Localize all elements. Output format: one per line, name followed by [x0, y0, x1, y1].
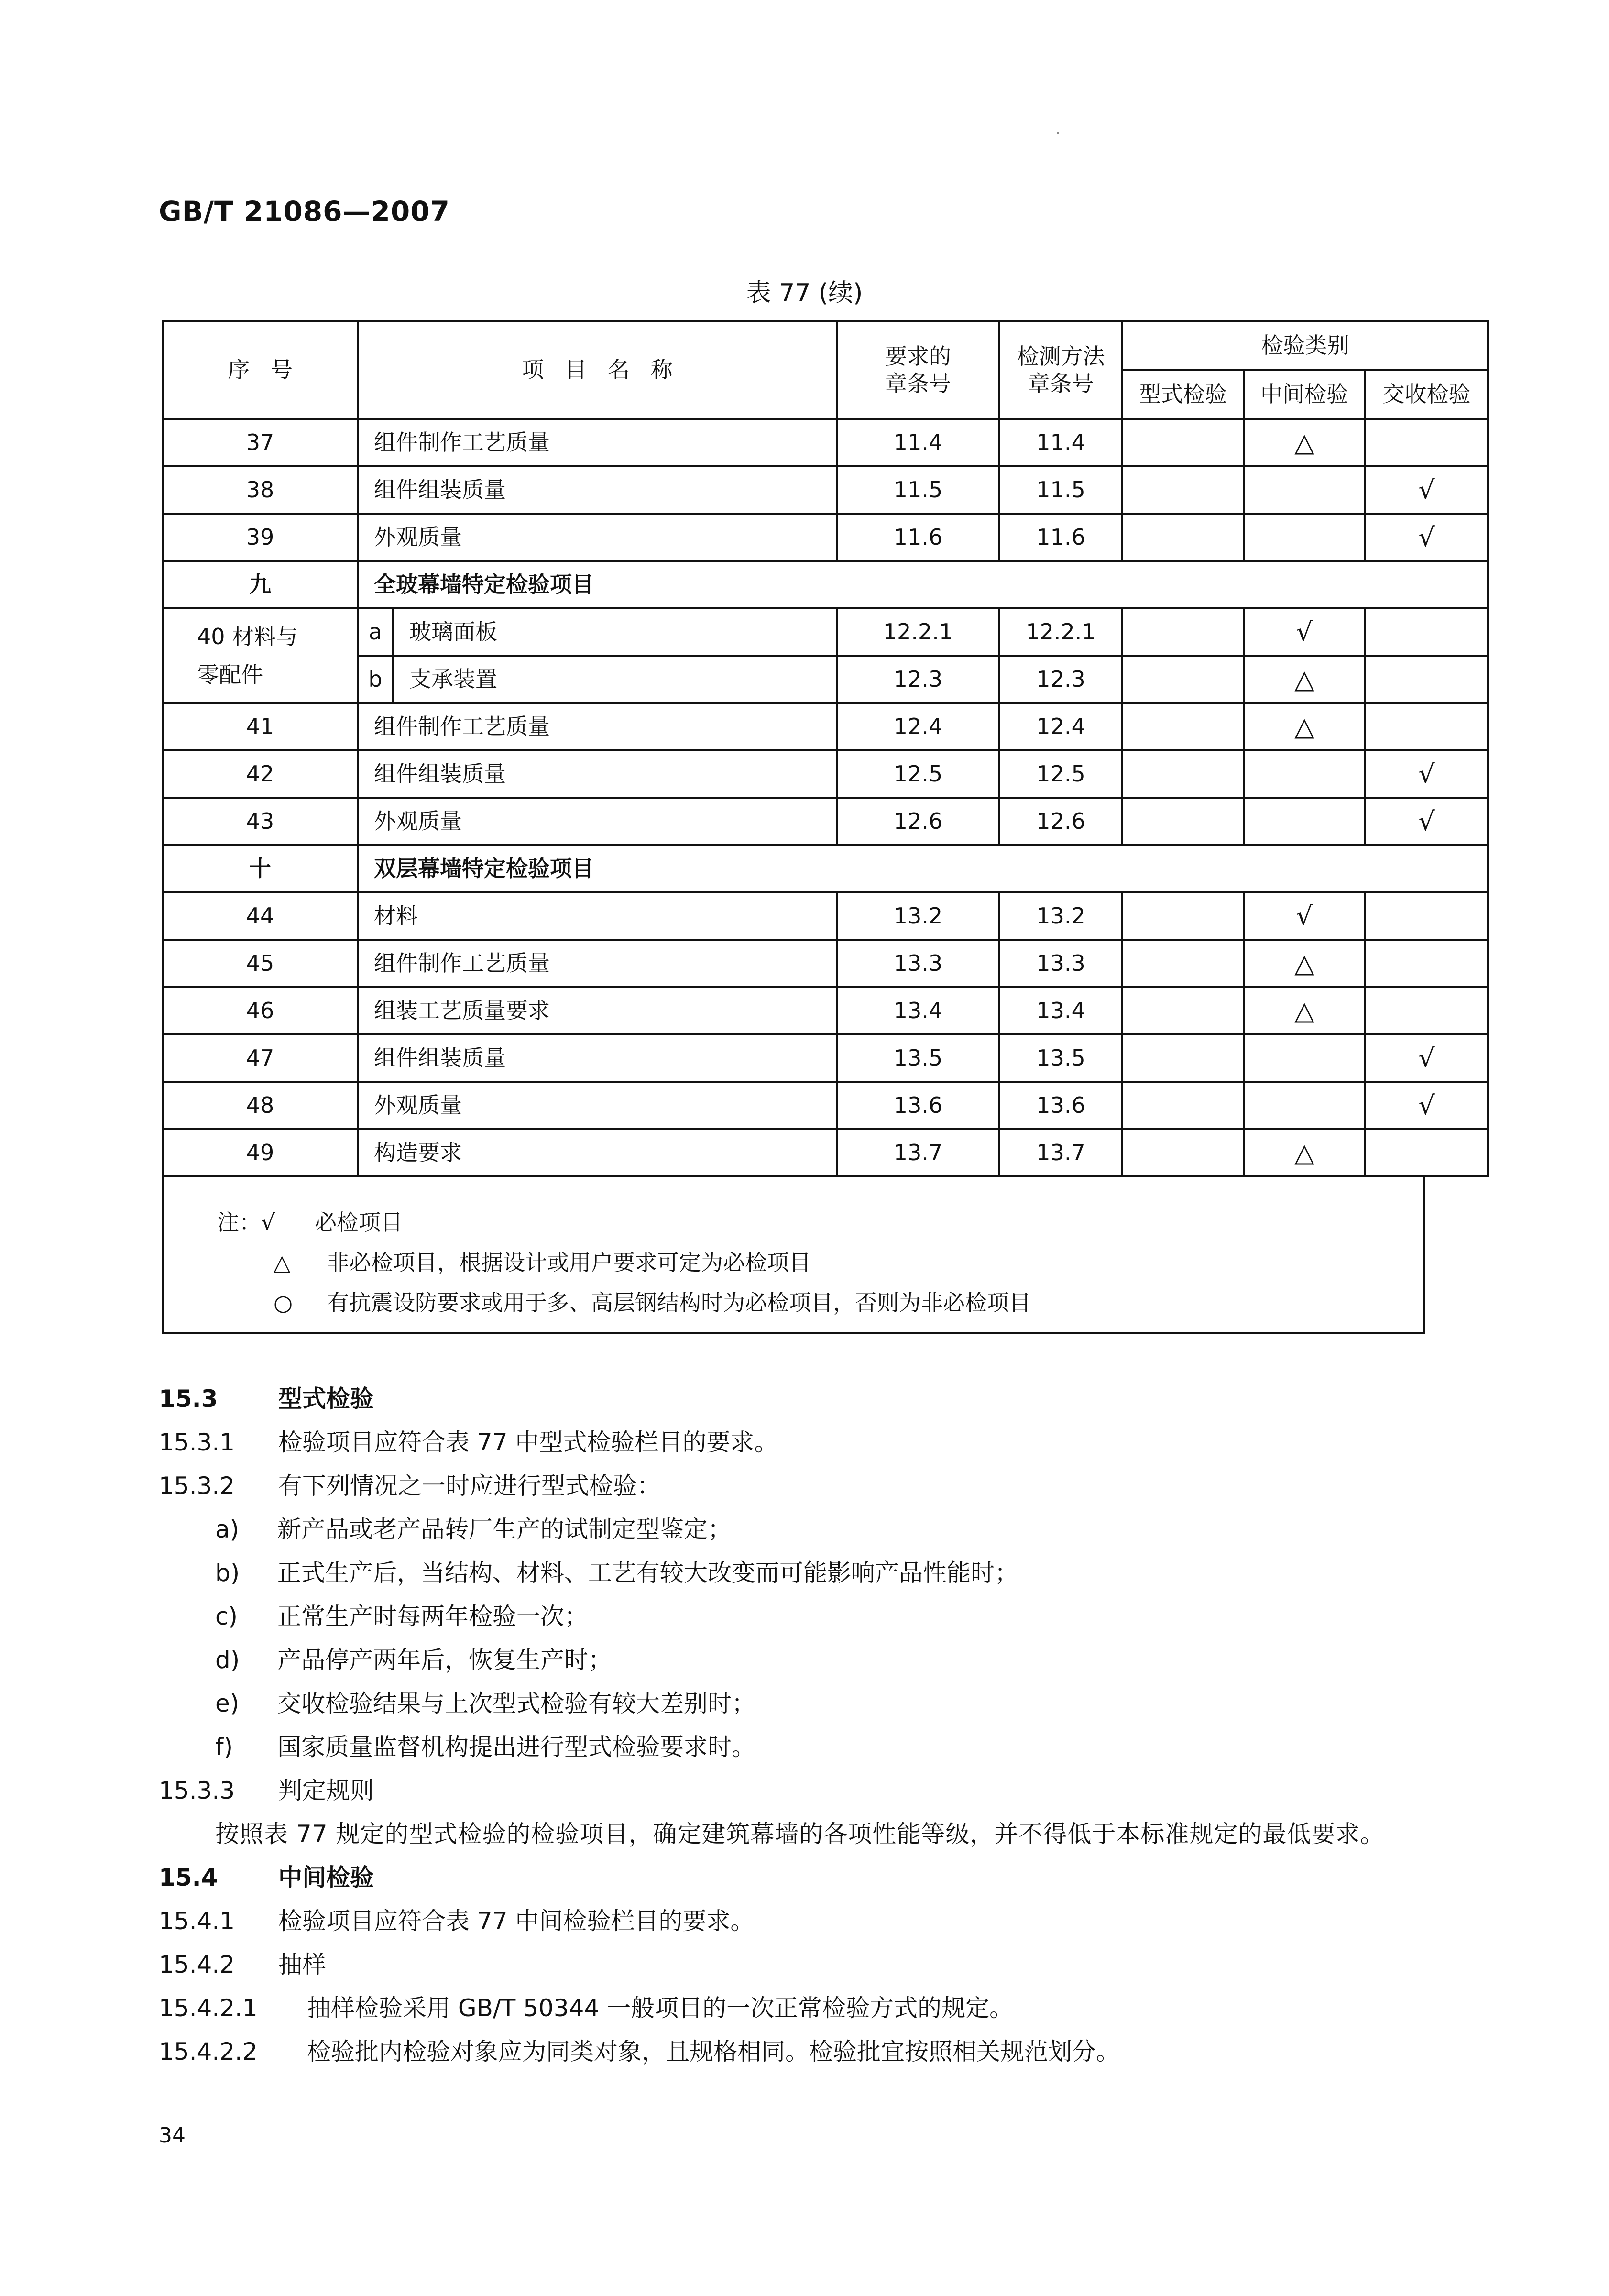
- table-row: 39 外观质量 11.6 11.6 √: [163, 514, 1488, 561]
- header-mid-test: 中间检验: [1244, 370, 1365, 419]
- clause: 15.3.1 检验项目应符合表 77 中型式检验栏目的要求。: [159, 1428, 778, 1456]
- list-item: f) 国家质量监督机构提出进行型式检验要求时。: [215, 1733, 755, 1761]
- page-number: 34: [159, 2123, 186, 2148]
- table-row: 42 组件组装质量 12.5 12.5 √: [163, 750, 1488, 798]
- section-row: 九 全玻幕墙特定检验项目: [163, 561, 1488, 608]
- table-row: 38 组件组装质量 11.5 11.5 √: [163, 466, 1488, 514]
- list-item: d) 产品停产两年后，恢复生产时；: [215, 1646, 612, 1674]
- table-row: 44 材料 13.2 13.2 √: [163, 892, 1488, 940]
- clause: 15.4.2.2 检验批内检验对象应为同类对象，且规格相同。检验批宜按照相关规范划分。: [159, 2038, 1120, 2065]
- list-item: e) 交收检验结果与上次型式检验有较大差别时；: [215, 1690, 755, 1717]
- clause: 15.4.2.1 抽样检验采用 GB/T 50344 一般项目的一次正常检验方式的规定。: [159, 1994, 1014, 2022]
- section-heading: 15.4 中间检验: [159, 1864, 374, 1891]
- section-row: 十 双层幕墙特定检验项目: [163, 845, 1488, 892]
- table-notes: [162, 1177, 1425, 1334]
- header-seq: 序 号: [163, 321, 358, 419]
- table-row: 49 构造要求 13.7 13.7 △: [163, 1129, 1488, 1176]
- table-row: 45 组件制作工艺质量 13.3 13.3 △: [163, 940, 1488, 987]
- header-type-test: 型式检验: [1122, 370, 1244, 419]
- table-title: 表 77 (续): [746, 279, 863, 308]
- header-req-clause: 要求的 章条号: [837, 321, 999, 419]
- body-text: [159, 1377, 1431, 2074]
- table-row: 47 组件组装质量 13.5 13.5 √: [163, 1034, 1488, 1082]
- list-item: b) 正式生产后，当结构、材料、工艺有较大改变而可能影响产品性能时；: [215, 1559, 1018, 1587]
- material-group-label: 40 材料与 零配件: [163, 608, 358, 703]
- inspection-table: [162, 320, 1489, 1177]
- clause: 15.3.2 有下列情况之一时应进行型式检验：: [159, 1472, 661, 1500]
- standard-code: GB/T 21086—2007: [159, 195, 450, 228]
- header-item-name: 项 目 名 称: [358, 321, 837, 419]
- table-row: 48 外观质量 13.6 13.6 √: [163, 1082, 1488, 1129]
- note-row: △ 非必检项目，根据设计或用户要求可定为必检项目: [274, 1250, 811, 1275]
- table-row: 40 材料与 零配件 a 玻璃面板 12.2.1 12.2.1 √: [163, 608, 1488, 656]
- table-row: 37 组件制作工艺质量 11.4 11.4 △: [163, 419, 1488, 466]
- note-row: 注：√ 必检项目: [217, 1209, 403, 1235]
- list-item: c) 正常生产时每两年检验一次；: [215, 1603, 588, 1630]
- scan-speck: [1057, 132, 1059, 134]
- header-test-clause: 检测方法 章条号: [999, 321, 1122, 419]
- table-row: 46 组装工艺质量要求 13.4 13.4 △: [163, 987, 1488, 1034]
- table-container: [162, 320, 1471, 1334]
- clause: 15.4.2 抽样: [159, 1951, 326, 1978]
- table-row: 43 外观质量 12.6 12.6 √: [163, 798, 1488, 845]
- note-row: ○ 有抗震设防要求或用于多、高层钢结构时为必检项目，否则为非必检项目: [274, 1290, 1031, 1316]
- table-row: b 支承装置 12.3 12.3 △: [163, 656, 1488, 703]
- header-accept-test: 交收检验: [1365, 370, 1488, 419]
- paragraph: 按照表 77 规定的型式检验的检验项目，确定建筑幕墙的各项性能等级，并不得低于本标准规定的最低要求。: [215, 1820, 1385, 1848]
- section-heading: 15.3 型式检验: [159, 1385, 374, 1413]
- header-category: 检验类别: [1122, 321, 1488, 370]
- list-item: a) 新产品或老产品转厂生产的试制定型鉴定；: [215, 1516, 732, 1543]
- clause: 15.4.1 检验项目应符合表 77 中间检验栏目的要求。: [159, 1907, 755, 1935]
- table-row: 41 组件制作工艺质量 12.4 12.4 △: [163, 703, 1488, 750]
- clause: 15.3.3 判定规则: [159, 1777, 374, 1804]
